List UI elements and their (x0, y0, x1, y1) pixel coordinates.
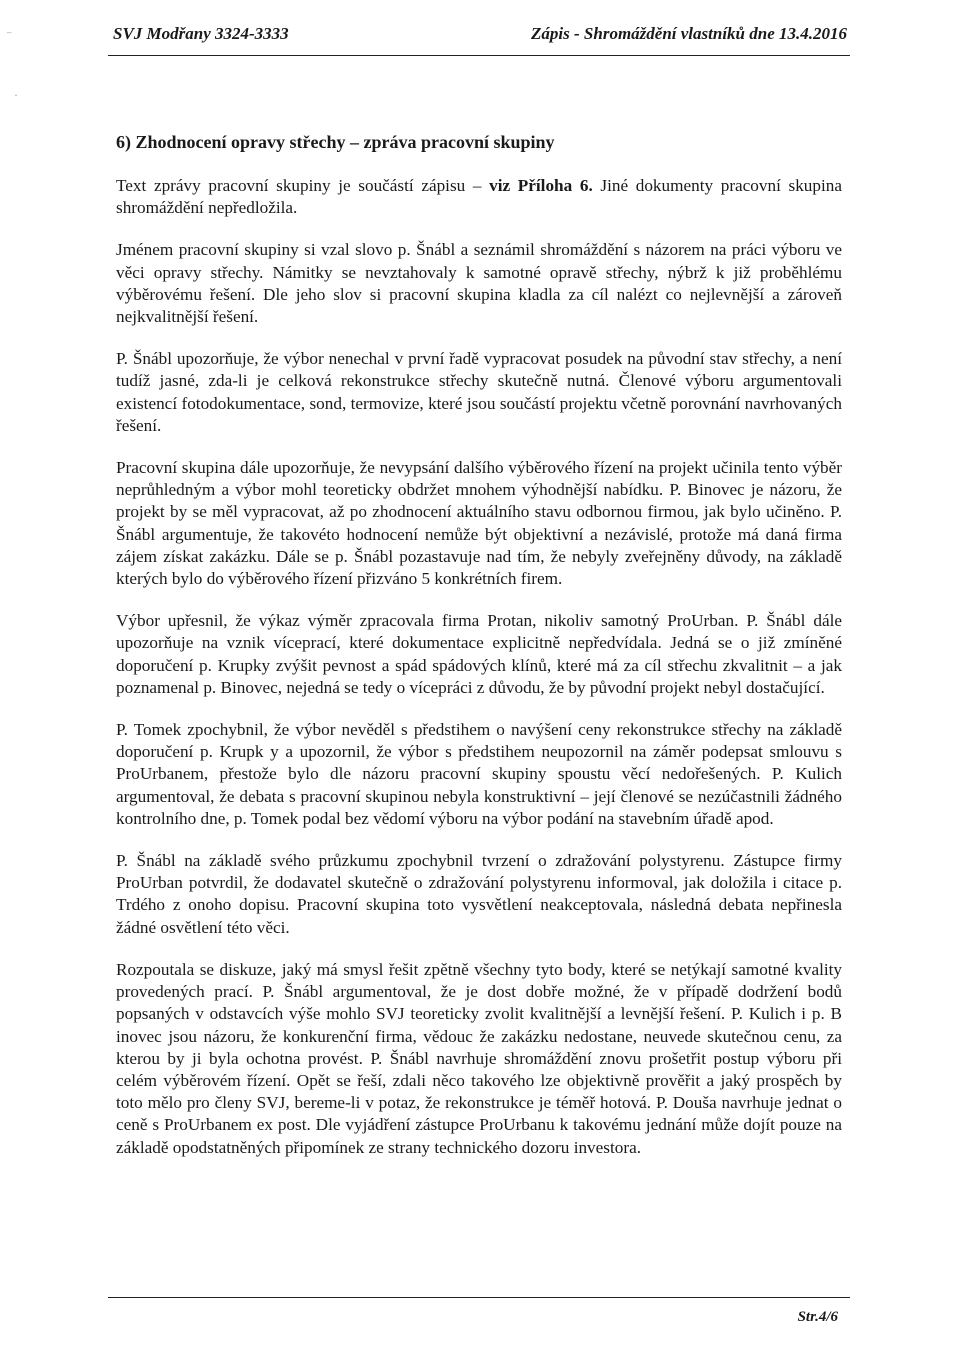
attachment-reference: viz Příloha 6. (489, 176, 593, 195)
body-text (116, 175, 842, 1179)
paragraph-7: P. Šnábl na základě svého průzkumu zpochybnil tvrzení o zdražování polystyrenu. Zástupce firmy ProUrban potvrdil, že dodavatel skutečně o zdražování polystyrenu informoval, jak doložila i citace p. Trdého z onoho dopisu. Pracovní skupina toto vysvětlení neakceptovala, následná debata nepřinesla žádné osvětlení této věci. (116, 851, 842, 937)
footer-divider (108, 1297, 850, 1298)
header-left-text: SVJ Modřany 3324-3333 (113, 24, 289, 43)
paragraph-8: Rozpoutala se diskuze, jaký má smysl řešit zpětně všechny tyto body, které se netýkají samotné kvality provedených prací. P. Šnábl argumentoval, že je dost dobře možné, že v případě dodržení bodů popsaných v odstavcích výše mohlo SVJ teoreticky zvolit kvalitnější a levnější řešení. P. Kulich i p. B inovec jsou názoru, že konkurenční firma, vědouc že zakázku nedostane, neuvede skutečnou cenu, za kterou by ji byla ochotna provést. P. Šnábl navrhuje shromáždění znovu prošetřit postup výboru při celém výběrovém řízení. Opět se řeší, zdali něco takového lze objektivně prověřit a jaký prospěch by toto mělo pro členy SVJ, bereme-li v potaz, že rekonstrukce je téměř hotová. P. Douša navrhuje jednat o ceně s ProUrbanem ex post. Dle vyjádření zástupce ProUrbanu k takovému jednání může dojít pouze na základě opodstatněných připomínek ze strany technického dozoru investora. (116, 959, 842, 1157)
header-divider (108, 55, 850, 56)
paragraph-2: Jménem pracovní skupiny si vzal slovo p. Šnábl a seznámil shromáždění s názorem na práci výboru ve věci opravy střechy. Námitky se nevztahovaly k samotné opravě střechy, nýbrž k již proběhlému výběrovému řešení. Dle jeho slov si pracovní skupina kladla za cíl nalézt co nejlevnější a zároveň nejkvalitnější řešení. (116, 240, 842, 327)
header-right-text: Zápis - Shromáždění vlastníků dne 13.4.2016 (531, 24, 847, 43)
paragraph-3: P. Šnábl upozorňuje, že výbor nenechal v první řadě vypracovat posudek na původní stav střechy, a není tudíž jasné, zda-li je celková rekonstrukce střechy skutečně nutná. Členové výboru argumentovali existencí fotodokumentace, sond, termovize, které jsou součástí projektu včetně porovnání navrhovaných řešení. (116, 349, 842, 435)
paragraph-4: Pracovní skupina dále upozorňuje, že nevypsání dalšího výběrového řízení na projekt učinila tento výběr neprůhledným a výbor mohl teoreticky obdržet mnohem výhodnější nabídku. P. Binovec je názoru, že projekt by se měl vypracovat, až po zhodnocení aktuálního stavu odbornou firmou, jak bylo učiněno. P. Šnábl argumentuje, že takovéto hodnocení nemůže být objektivní a nezávislé, protože má daná firma zájem získat zakázku. Dále se p. Šnábl pozastavuje nad tím, že nebyly zveřejněny důvody, na základě kterých bylo do výběrového řízení přizváno 5 konkrétních firem. (116, 458, 842, 589)
paragraph-6: P. Tomek zpochybnil, že výbor nevěděl s předstihem o navýšení ceny rekonstrukce střechy na základě doporučení p. Krupk y a upozornil, že výbor s předstihem neupozornil na záměr podepsat smlouvu s ProUrbanem, přestože bylo dle názoru pracovní skupiny spoustu věcí nedořešených. P. Kulich argumentoval, že debata s pracovní skupinou nebyla konstruktivní – její členové se nezúčastnili žádného kontrolního dne, p. Tomek podal bez vědomí výboru na výbor podání na stavebním úřadě apod. (116, 720, 842, 828)
page-number: Str.4/6 (797, 1309, 838, 1325)
paragraph-1 (116, 175, 842, 219)
section-title: 6) Zhodnocení opravy střechy – zpráva pracovní skupiny (116, 132, 555, 152)
paragraph-5: Výbor upřesnil, že výkaz výměr zpracovala firma Protan, nikoliv samotný ProUrban. P. Šnábl dále upozorňuje na vznik víceprací, které dokumentace explicitně nepředvídala. Jedná se o již zmíněné doporučení p. Krupky zvýšit pevnost a spád spádových klínů, které má za cíl střechu zkvalitnit – a jak poznamenal p. Binovec, nejedná se tedy o vícepráci z důvodu, že by původní projekt nebyl dostačující. (116, 611, 842, 697)
scan-mark: · (14, 88, 18, 102)
scan-mark: ⁻ (6, 28, 13, 42)
paragraph-1-text-end: Jiné dokumenty pracovní skupina shromáždění nepředložila. (116, 176, 842, 218)
paragraph-1-text-start: Text zprávy pracovní skupiny je součástí zápisu – (116, 176, 490, 195)
